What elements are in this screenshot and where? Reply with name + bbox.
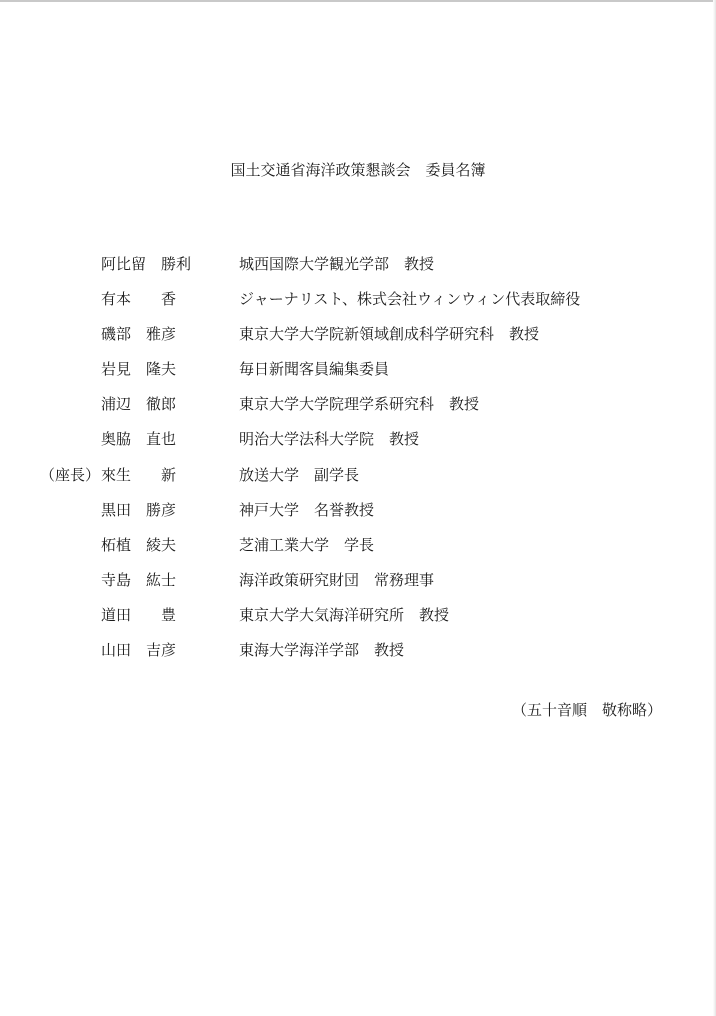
- member-affiliation: 東京大学大気海洋研究所 教授: [239, 606, 450, 624]
- member-row: [0, 288, 716, 310]
- member-name: 浦辺 徹郎: [101, 395, 177, 413]
- member-affiliation: 毎日新聞客員編集委員: [239, 360, 390, 378]
- member-name: 來生 新: [101, 466, 177, 484]
- member-affiliation: ジャーナリスト、株式会社ウィンウィン代表取締役: [239, 290, 581, 308]
- member-affiliation: 芝浦工業大学 学長: [239, 536, 375, 554]
- member-row: [0, 534, 716, 556]
- member-row-chair: [0, 464, 716, 486]
- member-name: 磯部 雅彦: [101, 325, 177, 343]
- member-row: [0, 323, 716, 345]
- member-affiliation: 神戸大学 名誉教授: [239, 501, 375, 519]
- member-affiliation: 東海大学海洋学部 教授: [239, 641, 405, 659]
- member-row: [0, 428, 716, 450]
- member-affiliation: 海洋政策研究財団 常務理事: [239, 571, 435, 589]
- member-name: 寺島 紘士: [101, 571, 177, 589]
- member-affiliation: 城西国際大学観光学部 教授: [239, 255, 435, 273]
- member-row: [0, 253, 716, 275]
- document-title: 国土交通省海洋政策懇談会 委員名簿: [230, 161, 486, 179]
- member-row: [0, 569, 716, 591]
- member-name: 有本 香: [101, 290, 177, 308]
- member-row: [0, 499, 716, 521]
- member-name: 山田 吉彦: [101, 641, 177, 659]
- member-name: 柘植 綾夫: [101, 536, 177, 554]
- page-top-edge: [0, 0, 716, 2]
- member-row: [0, 393, 716, 415]
- member-name: 阿比留 勝利: [101, 255, 192, 273]
- member-name: 奥脇 直也: [101, 430, 177, 448]
- member-name: 岩見 隆夫: [101, 360, 177, 378]
- member-affiliation: 東京大学大学院理学系研究科 教授: [239, 395, 480, 413]
- member-affiliation: 放送大学 副学長: [239, 466, 360, 484]
- member-affiliation: 明治大学法科大学院 教授: [239, 430, 420, 448]
- member-row: [0, 358, 716, 380]
- member-name: 黒田 勝彦: [101, 501, 177, 519]
- member-role: （座長）: [40, 466, 101, 484]
- member-row: [0, 639, 716, 661]
- member-row: [0, 604, 716, 626]
- member-name: 道田 豊: [101, 606, 177, 624]
- member-affiliation: 東京大学大学院新領域創成科学研究科 教授: [239, 325, 540, 343]
- ordering-note: （五十音順 敬称略）: [511, 701, 662, 719]
